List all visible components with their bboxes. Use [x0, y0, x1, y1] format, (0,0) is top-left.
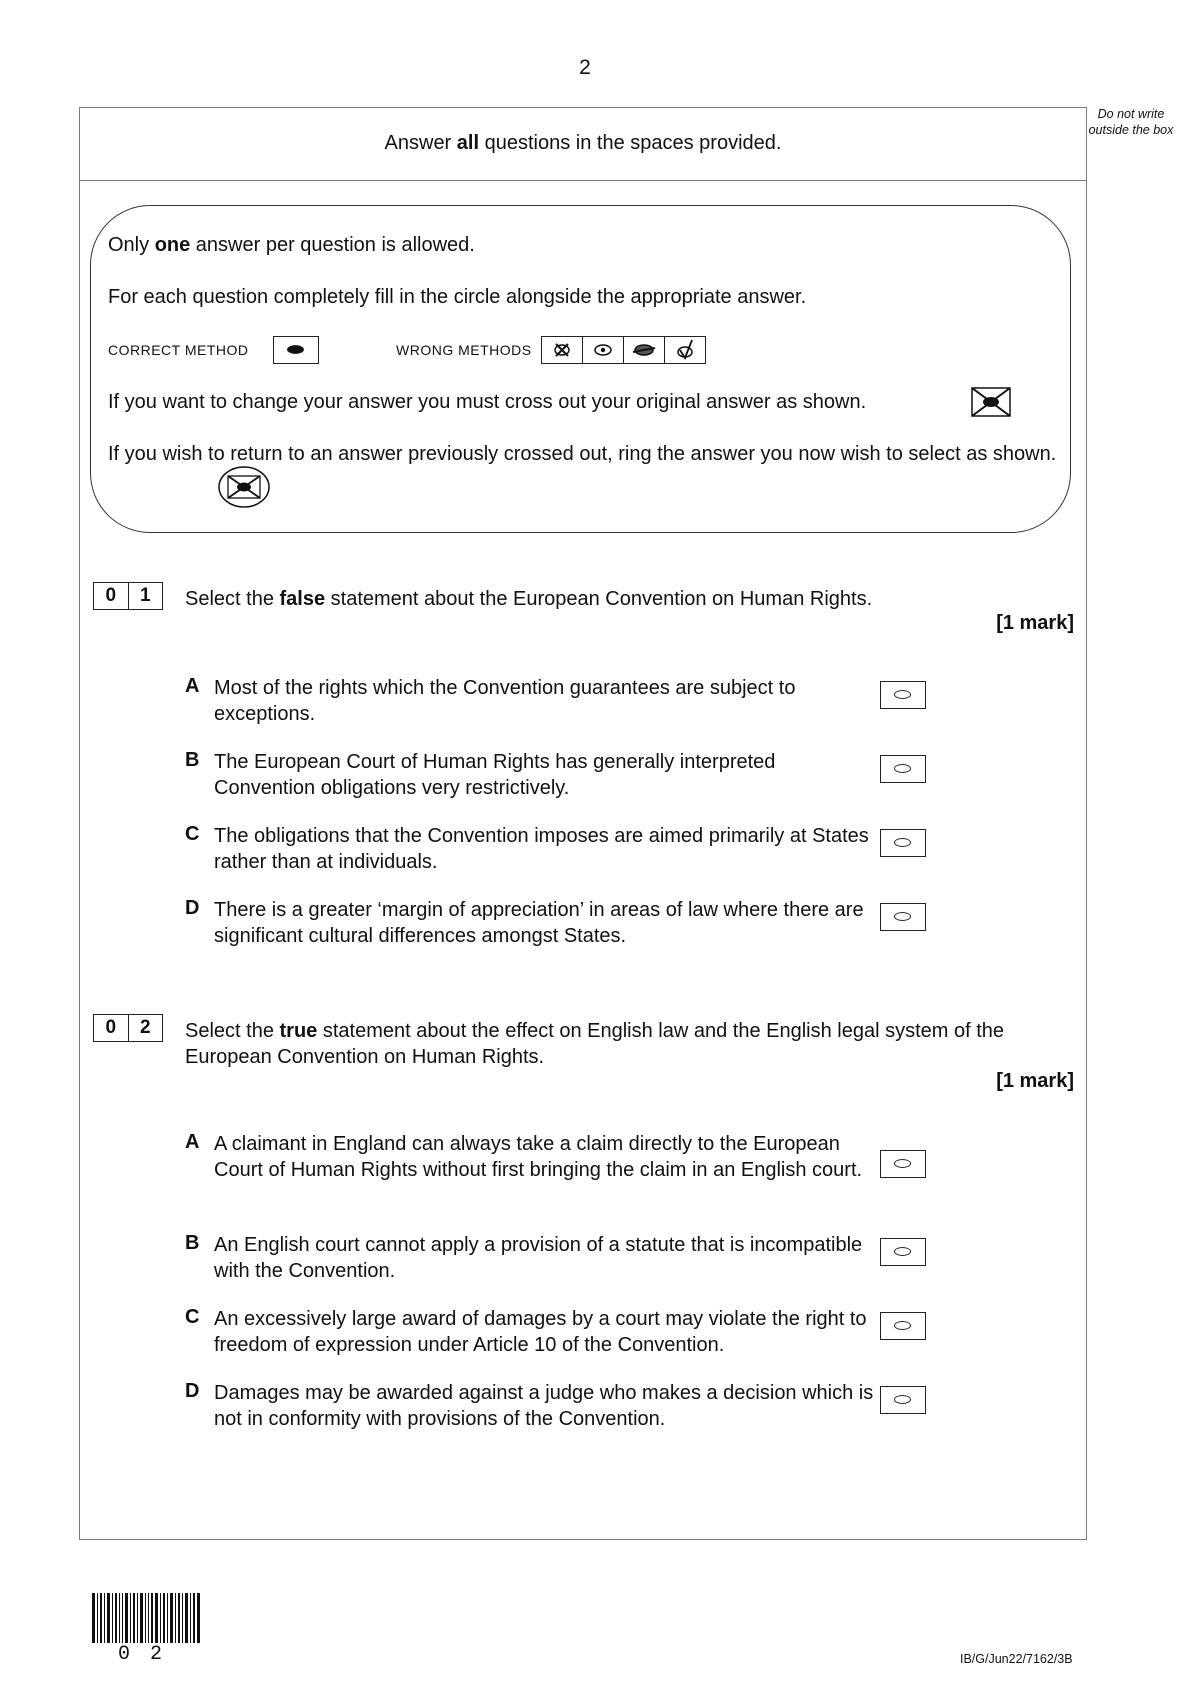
header-instruction	[79, 132, 1087, 155]
instruction-change-answer: If you want to change your answer you must cross out your original answer as shown.	[108, 391, 867, 413]
stem-before: Select the	[185, 588, 280, 610]
header-divider	[79, 180, 1087, 181]
instr1-after: answer per question is allowed.	[190, 234, 475, 256]
marks-label: [1 mark]	[996, 1070, 1074, 1092]
dotted-oval-icon	[582, 336, 624, 364]
oval-icon	[894, 690, 911, 699]
scribbled-oval-icon	[623, 336, 665, 364]
option-letter: A	[185, 1131, 200, 1153]
answer-bubble-01-a[interactable]	[880, 681, 926, 709]
oval-icon	[894, 1395, 911, 1404]
option-letter: D	[185, 897, 200, 919]
stem-after: statement about the effect on English law and the English legal system of the European Convention on Human Rights.	[185, 1020, 1005, 1068]
stem-before: Select the	[185, 1020, 280, 1042]
answer-bubble-02-a[interactable]	[880, 1150, 926, 1178]
correct-method-label: CORRECT METHOD	[108, 342, 249, 358]
filled-oval-icon	[287, 345, 304, 354]
answer-bubble-02-c[interactable]	[880, 1312, 926, 1340]
question-stem	[185, 1018, 1065, 1070]
option-text: The obligations that the Convention imposes are aimed primarily at States rather than at individuals.	[214, 825, 869, 873]
reference-code: IB/G/Jun22/7162/3B	[960, 1652, 1073, 1666]
ringed-crossed-example-icon	[216, 464, 272, 510]
oval-icon	[894, 1247, 911, 1256]
answer-bubble-01-c[interactable]	[880, 829, 926, 857]
instr1-before: Only	[108, 234, 155, 256]
question-digit: 0	[105, 585, 117, 606]
option-letter: A	[185, 675, 200, 697]
oval-icon	[894, 1159, 911, 1168]
barcode-icon	[90, 1593, 202, 1643]
stem-after: statement about the European Convention on Human Rights.	[325, 588, 873, 610]
option-text: The European Court of Human Rights has generally interpreted Convention obligations very restrictively.	[214, 751, 776, 799]
answer-bubble-01-b[interactable]	[880, 755, 926, 783]
page-number: 2	[579, 56, 591, 79]
wrong-methods-examples	[541, 336, 706, 364]
oval-icon	[894, 764, 911, 773]
answer-bubble-01-d[interactable]	[880, 903, 926, 931]
option-letter: D	[185, 1380, 200, 1402]
header-text-after: questions in the spaces provided.	[479, 132, 782, 154]
instr1-bold: one	[154, 234, 191, 256]
question-number-02	[93, 1014, 163, 1042]
option-text: A claimant in England can always take a claim directly to the European Court of Human Rights without first bringing the claim in an English court.	[214, 1133, 863, 1181]
option-letter: B	[185, 749, 200, 771]
question-digit: 2	[128, 1015, 163, 1041]
answer-bubble-02-b[interactable]	[880, 1238, 926, 1266]
marks-label: [1 mark]	[996, 612, 1074, 634]
option-letter: C	[185, 1306, 200, 1328]
crossed-oval-icon	[541, 336, 583, 364]
answer-bubble-02-d[interactable]	[880, 1386, 926, 1414]
option-text: An excessively large award of damages by a court may violate the right to freedom of expression under Article 10 of the Convention.	[214, 1308, 867, 1356]
wrong-methods-label: WRONG METHODS	[396, 342, 532, 358]
margin-note: Do not write outside the box	[1088, 107, 1174, 137]
stem-bold: false	[279, 588, 326, 610]
option-letter: B	[185, 1232, 200, 1254]
instruction-one-answer	[108, 232, 475, 258]
question-stem	[185, 586, 1065, 612]
crossed-out-example-icon	[967, 384, 1017, 420]
question-number-01	[93, 582, 163, 610]
barcode-digits: 0 2	[118, 1643, 167, 1666]
option-text: Damages may be awarded against a judge who makes a decision which is not in conformity with provisions of the Convention.	[214, 1382, 874, 1430]
question-digit: 0	[105, 1017, 117, 1038]
option-text: An English court cannot apply a provision of a statute that is incompatible with the Convention.	[214, 1234, 863, 1282]
instruction-fill-circle: For each question completely fill in the circle alongside the appropriate answer.	[108, 286, 807, 308]
stem-bold: true	[279, 1020, 318, 1042]
header-text-bold: all	[456, 132, 480, 154]
instruction-return-answer: If you wish to return to an answer previously crossed out, ring the answer you now wish to select as shown.	[108, 443, 1057, 465]
header-text-before: Answer	[384, 132, 457, 154]
oval-icon	[894, 1321, 911, 1330]
option-letter: C	[185, 823, 200, 845]
ticked-oval-icon	[664, 336, 706, 364]
question-digit: 1	[128, 583, 163, 609]
option-text: There is a greater ‘margin of appreciation’ in areas of law where there are significant cultural differences amongst States.	[214, 899, 864, 947]
oval-icon	[894, 912, 911, 921]
option-text: Most of the rights which the Convention guarantees are subject to exceptions.	[214, 677, 796, 725]
correct-method-example	[273, 336, 319, 364]
oval-icon	[894, 838, 911, 847]
